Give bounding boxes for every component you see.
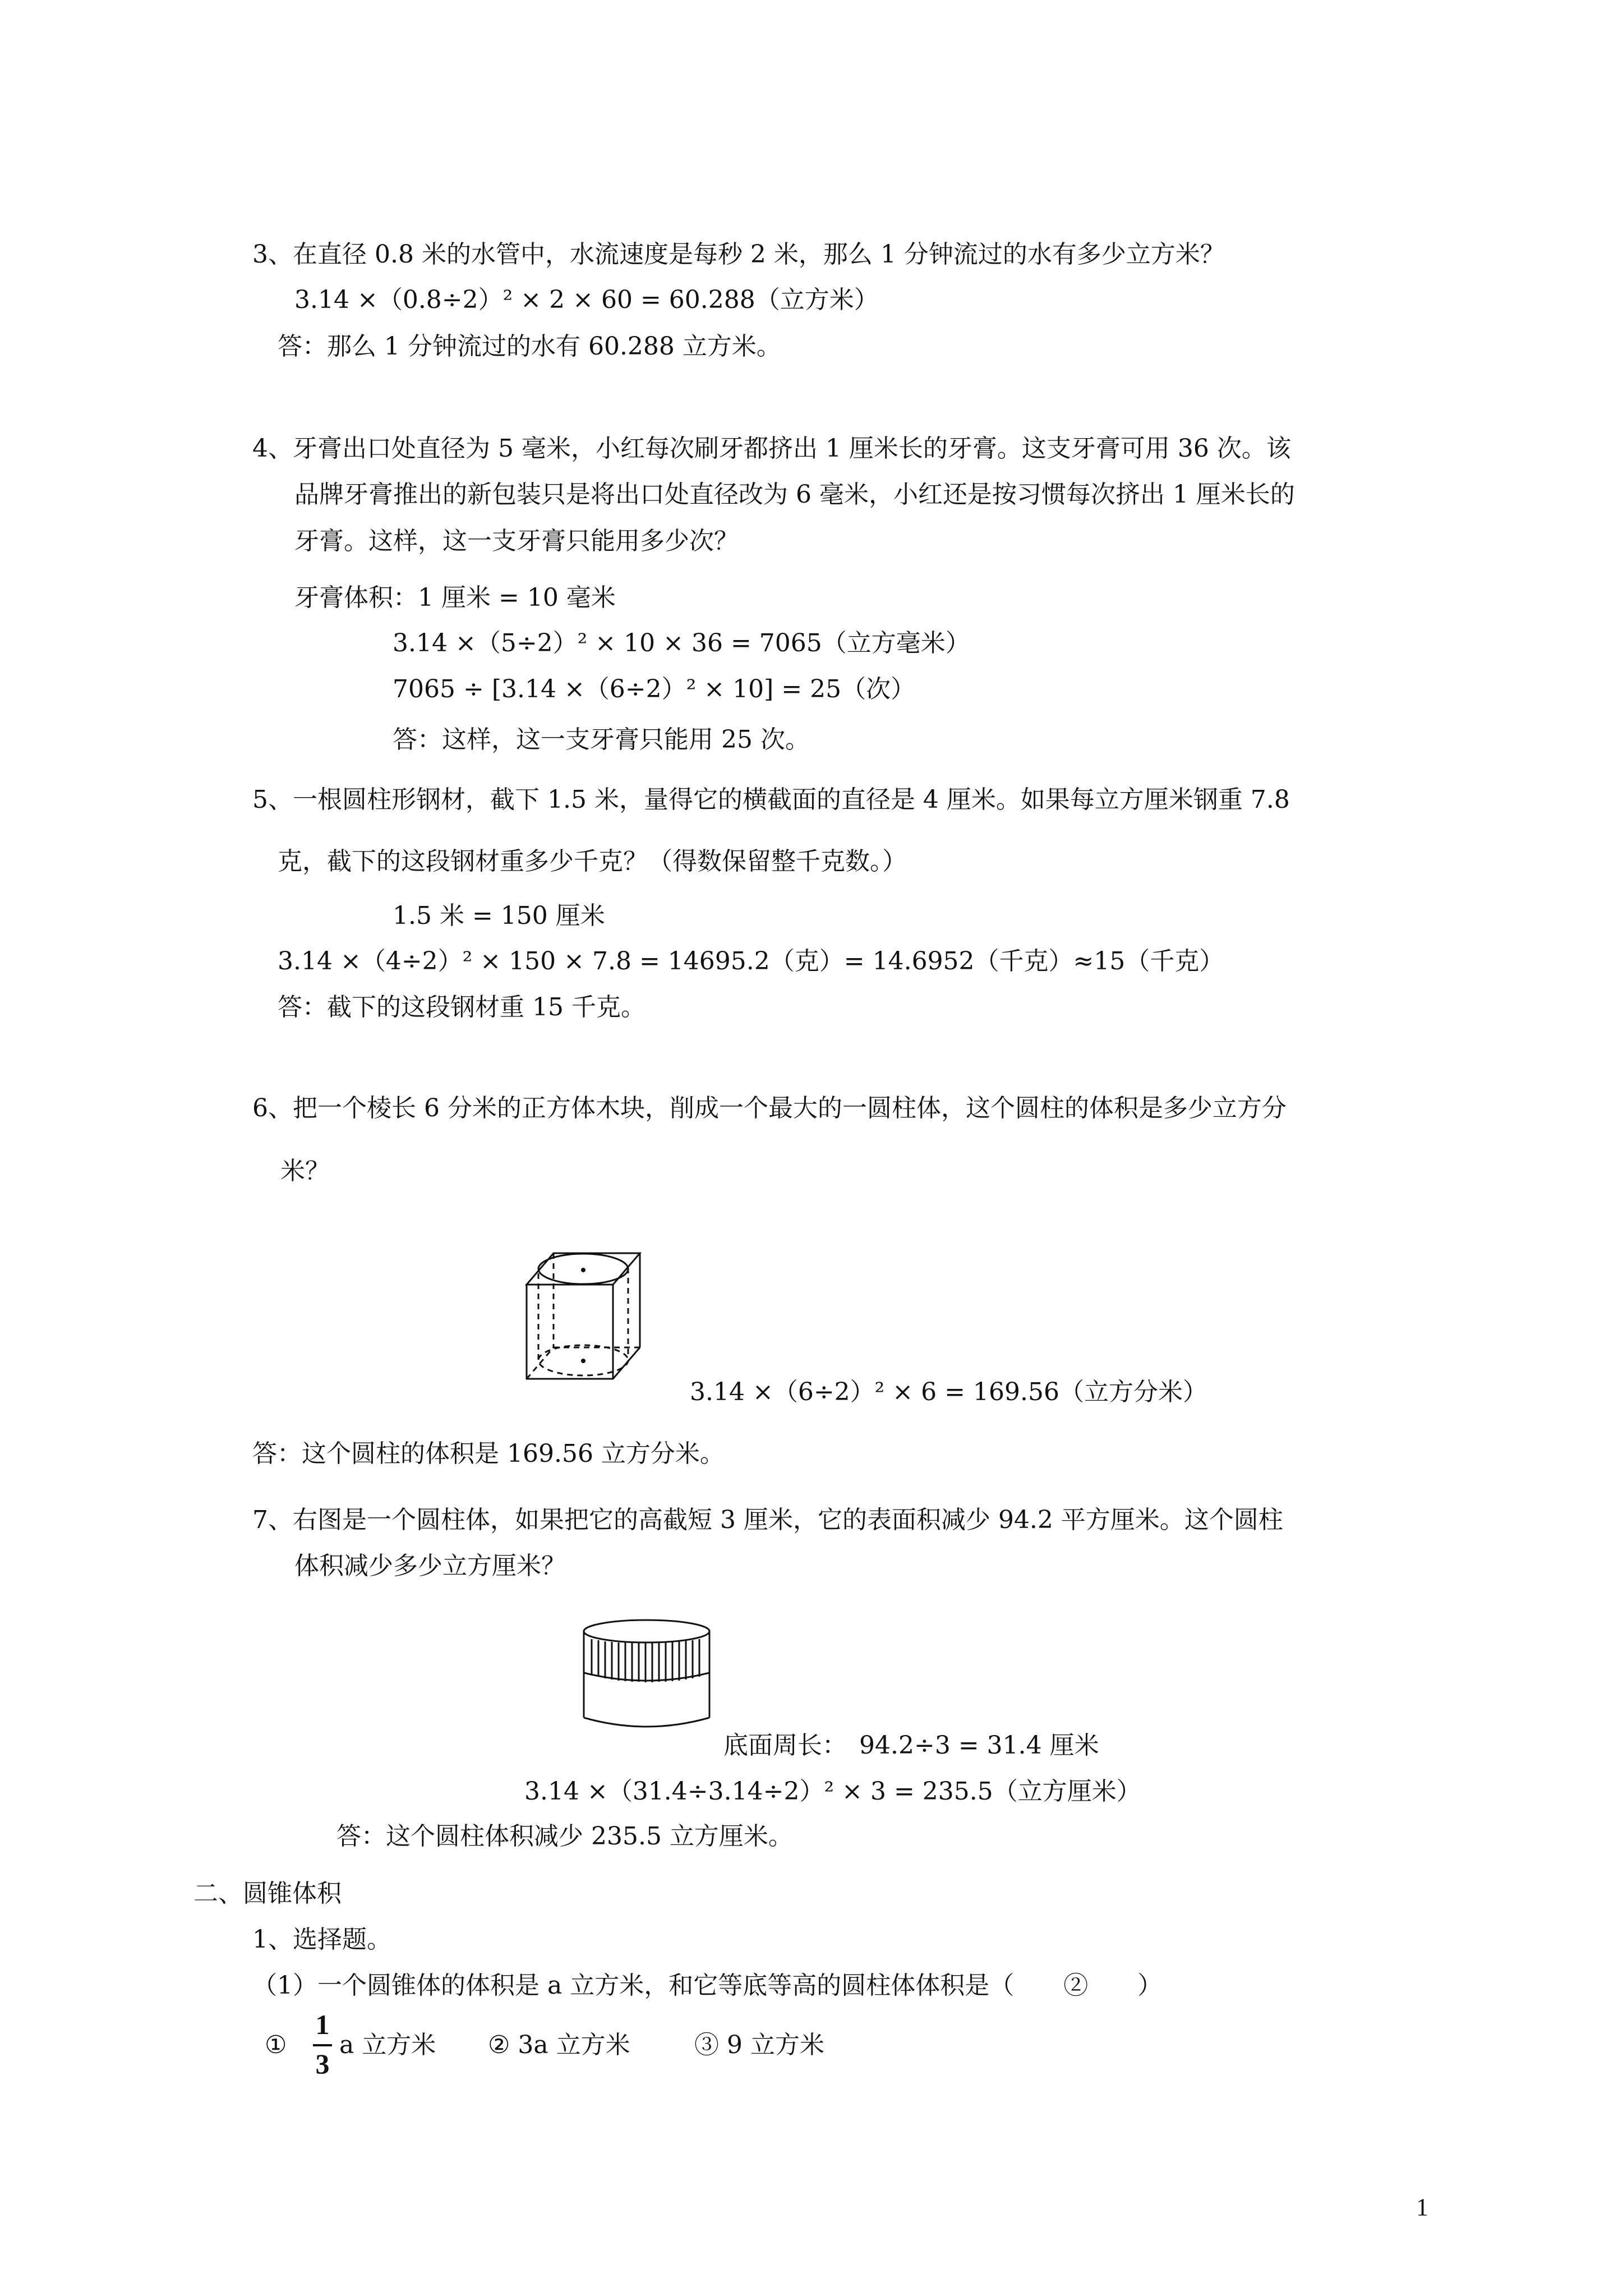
q5-question-line2: 克，截下的这段钢材重多少千克？（得数保留整千克数。）	[278, 847, 907, 876]
cylinder-jar-figure	[575, 1617, 721, 1740]
q6-answer: 答：这个圆柱的体积是 169.56 立方分米。	[252, 1439, 725, 1468]
option1-tail: a 立方米	[339, 2031, 436, 2059]
q6-question-line2: 米？	[280, 1157, 330, 1185]
page-number: 1	[1416, 2193, 1428, 2221]
q7-question-line2: 体积减少多少立方厘米？	[294, 1552, 566, 1580]
q4-step2: 3.14 ×（5÷2）² × 10 × 36 = 7065（立方毫米）	[393, 629, 970, 657]
q4-question-line1: 4、牙膏出口处直径为 5 毫米，小红每次刷牙都挤出 1 厘米长的牙膏。这支牙膏可用 36 次。该	[252, 434, 1291, 463]
q4-step1: 牙膏体积：1 厘米 = 10 毫米	[294, 583, 616, 612]
section2-item1: （1）一个圆锥体的体积是 a 立方米，和它等底等高的圆柱体体积是（ ② ）	[252, 1971, 1163, 2000]
q4-question-line2: 品牌牙膏推出的新包装只是将出口处直径改为 6 毫米，小红还是按习惯每次挤出 1 厘米长的	[294, 480, 1295, 509]
q3-question: 3、在直径 0.8 米的水管中，水流速度是每秒 2 米，那么 1 分钟流过的水有多少立方米？	[252, 240, 1225, 269]
q5-answer: 答：截下的这段钢材重 15 千克。	[278, 993, 645, 1022]
q7-answer: 答：这个圆柱体积减少 235.5 立方厘米。	[336, 1822, 793, 1851]
q4-step3: 7065 ÷ [3.14 ×（6÷2）² × 10] = 25（次）	[393, 675, 916, 703]
fraction-numerator: 1	[315, 2009, 330, 2040]
fraction-bar	[313, 2044, 332, 2046]
q6-question-line1: 6、把一个棱长 6 分米的正方体木块，削成一个最大的一圆柱体，这个圆柱的体积是多少立方分	[252, 1094, 1287, 1122]
q3-formula: 3.14 ×（0.8÷2）² × 2 × 60 = 60.288（立方米）	[294, 286, 879, 314]
q5-step1: 1.5 米 = 150 厘米	[393, 901, 605, 930]
q5-formula: 3.14 ×（4÷2）² × 150 × 7.8 = 14695.2（克）= 14.6952（千克）≈15（千克）	[278, 947, 1224, 976]
q6-formula: 3.14 ×（6÷2）² × 6 = 169.56（立方分米）	[690, 1378, 1207, 1406]
option3: ③ 9 立方米	[694, 2031, 824, 2059]
option1-mark: ①	[265, 2031, 287, 2059]
q7-step1: 底面周长： 94.2÷3 = 31.4 厘米	[723, 1731, 1099, 1760]
section2-heading: 二、圆锥体积	[193, 1879, 342, 1908]
q3-answer: 答：那么 1 分钟流过的水有 60.288 立方米。	[278, 332, 781, 361]
q4-question-line3: 牙膏。这样，这一支牙膏只能用多少次？	[294, 527, 739, 555]
cube-with-cylinder-figure	[519, 1245, 648, 1386]
q5-question-line1: 5、一根圆柱形钢材，截下 1.5 米，量得它的横截面的直径是 4 厘米。如果每立方厘米钢重 7.8	[252, 785, 1290, 814]
option2: ② 3a 立方米	[488, 2031, 630, 2059]
q7-question-line1: 7、右图是一个圆柱体，如果把它的高截短 3 厘米，它的表面积减少 94.2 平方厘米。这个圆柱	[252, 1506, 1283, 1534]
q4-answer: 答：这样，这一支牙膏只能用 25 次。	[393, 725, 810, 754]
section2-sub1: 1、选择题。	[252, 1925, 391, 1954]
q7-formula: 3.14 ×（31.4÷3.14÷2）² × 3 = 235.5（立方厘米）	[524, 1777, 1141, 1806]
fraction-denominator: 3	[315, 2048, 330, 2079]
